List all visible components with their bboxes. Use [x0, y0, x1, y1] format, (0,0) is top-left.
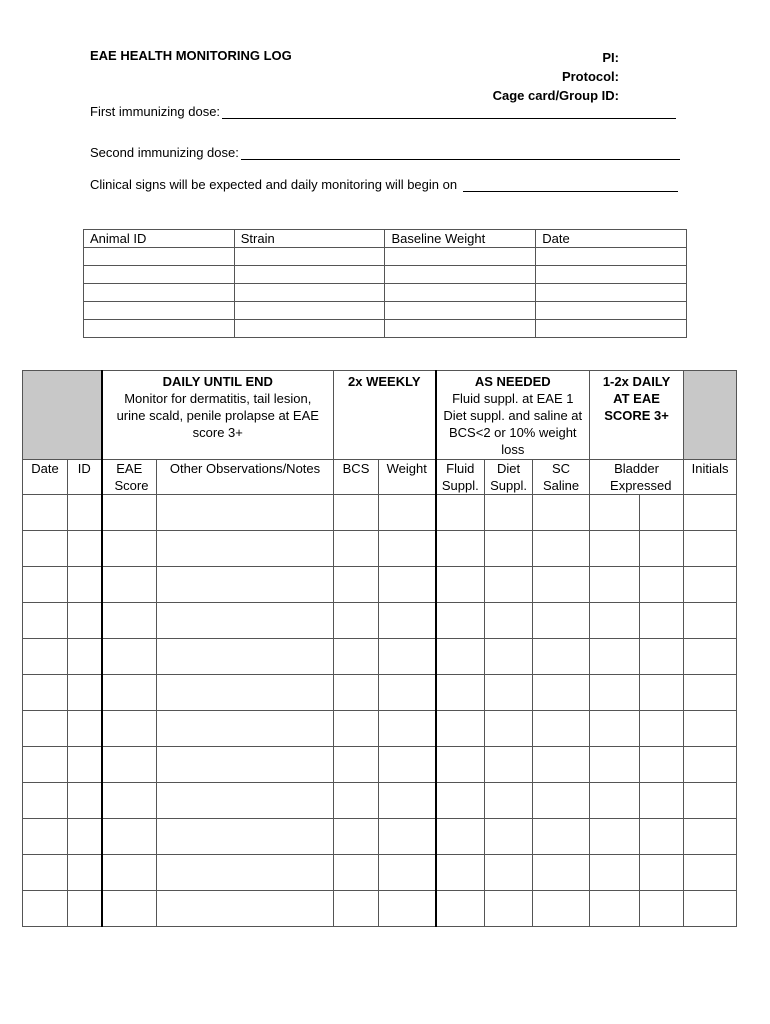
table-cell[interactable]: [379, 819, 436, 855]
animal-id-header: Animal ID: [84, 230, 235, 248]
table-cell[interactable]: [533, 567, 590, 603]
animal-table: [83, 229, 687, 338]
table-cell[interactable]: [102, 531, 157, 567]
table-cell[interactable]: [23, 891, 68, 927]
table-cell[interactable]: [533, 531, 590, 567]
table-cell[interactable]: [684, 531, 737, 567]
table-cell[interactable]: [234, 266, 385, 284]
table-row: [84, 320, 687, 338]
table-cell[interactable]: [234, 302, 385, 320]
table-cell[interactable]: [485, 639, 533, 675]
table-cell[interactable]: [23, 747, 68, 783]
table-cell[interactable]: [590, 603, 640, 639]
table-cell[interactable]: [157, 747, 334, 783]
table-cell[interactable]: [102, 603, 157, 639]
clinical-signs-field: [90, 177, 678, 192]
sc-saline-label: SC Saline: [542, 461, 580, 493]
table-cell[interactable]: [68, 531, 102, 567]
table-row: [23, 891, 737, 927]
table-cell[interactable]: [84, 320, 235, 338]
table-cell[interactable]: [640, 891, 684, 927]
table-cell[interactable]: [334, 711, 379, 747]
table-cell[interactable]: [68, 891, 102, 927]
table-cell[interactable]: [23, 711, 68, 747]
table-cell[interactable]: [23, 531, 68, 567]
table-cell[interactable]: [23, 819, 68, 855]
baseline-weight-header: Baseline Weight: [385, 230, 536, 248]
second-dose-label: Second immunizing dose:: [90, 145, 239, 160]
column-header-row: [23, 460, 737, 495]
eae3-group-header: [590, 371, 684, 460]
table-row: [23, 567, 737, 603]
table-cell[interactable]: [640, 675, 684, 711]
table-cell[interactable]: [157, 855, 334, 891]
table-cell[interactable]: [157, 711, 334, 747]
table-cell[interactable]: [684, 639, 737, 675]
table-cell[interactable]: [536, 266, 687, 284]
table-row: [23, 603, 737, 639]
table-cell[interactable]: [157, 819, 334, 855]
table-cell[interactable]: [68, 639, 102, 675]
table-cell[interactable]: [640, 603, 684, 639]
table-cell[interactable]: [334, 747, 379, 783]
table-cell[interactable]: [385, 320, 536, 338]
table-cell[interactable]: [102, 639, 157, 675]
table-cell[interactable]: [379, 639, 436, 675]
as-needed-group-text: Fluid suppl. at EAE 1 Diet suppl. and saline at BCS<2 or 10% weight loss: [443, 391, 583, 457]
table-cell[interactable]: [590, 711, 640, 747]
table-cell[interactable]: [157, 783, 334, 819]
table-row: [84, 266, 687, 284]
table-cell[interactable]: [68, 603, 102, 639]
table-row: [23, 639, 737, 675]
table-cell[interactable]: [590, 747, 640, 783]
table-cell[interactable]: [590, 567, 640, 603]
table-cell[interactable]: [485, 747, 533, 783]
page-title: EAE HEALTH MONITORING LOG: [90, 48, 292, 63]
table-cell[interactable]: [157, 603, 334, 639]
table-cell[interactable]: [590, 855, 640, 891]
table-cell[interactable]: [436, 639, 485, 675]
table-cell[interactable]: [436, 783, 485, 819]
table-cell[interactable]: [379, 783, 436, 819]
fluid-suppl-column-header: [436, 460, 485, 495]
eae-score-column-header: [102, 460, 157, 495]
table-cell[interactable]: [23, 783, 68, 819]
table-cell[interactable]: [84, 266, 235, 284]
table-cell[interactable]: [533, 819, 590, 855]
table-cell[interactable]: [102, 747, 157, 783]
weight-column-header: Weight: [379, 460, 436, 495]
table-cell[interactable]: [385, 248, 536, 266]
protocol-label: Protocol:: [561, 69, 619, 84]
table-cell[interactable]: [436, 711, 485, 747]
table-cell[interactable]: [485, 675, 533, 711]
second-dose-input-line[interactable]: [241, 145, 680, 160]
daily-log-body: [23, 495, 737, 927]
table-cell[interactable]: [436, 495, 485, 531]
as-needed-group-header: [436, 371, 590, 460]
gray-header-cell: [23, 371, 102, 460]
table-cell[interactable]: [385, 284, 536, 302]
table-cell[interactable]: [379, 891, 436, 927]
table-cell[interactable]: [157, 567, 334, 603]
table-row: [23, 819, 737, 855]
table-cell[interactable]: [385, 302, 536, 320]
table-cell[interactable]: [68, 747, 102, 783]
table-cell[interactable]: [334, 675, 379, 711]
table-row: [84, 248, 687, 266]
table-row: [23, 675, 737, 711]
table-cell[interactable]: [590, 675, 640, 711]
table-cell[interactable]: [485, 711, 533, 747]
cage-card-label: Cage card/Group ID:: [492, 88, 619, 103]
table-cell[interactable]: [385, 266, 536, 284]
table-cell[interactable]: [234, 248, 385, 266]
table-cell[interactable]: [102, 711, 157, 747]
table-cell[interactable]: [436, 531, 485, 567]
id-column-header: ID: [68, 460, 102, 495]
table-cell[interactable]: [23, 855, 68, 891]
table-cell[interactable]: [68, 819, 102, 855]
table-cell[interactable]: [84, 248, 235, 266]
table-cell[interactable]: [334, 891, 379, 927]
table-cell[interactable]: [84, 302, 235, 320]
table-cell[interactable]: [23, 639, 68, 675]
table-cell[interactable]: [84, 284, 235, 302]
table-cell[interactable]: [68, 783, 102, 819]
table-cell[interactable]: [334, 531, 379, 567]
table-cell[interactable]: [536, 248, 687, 266]
table-cell[interactable]: [379, 747, 436, 783]
table-cell[interactable]: [334, 639, 379, 675]
weekly-group-header: [334, 371, 436, 460]
table-cell[interactable]: [485, 531, 533, 567]
table-cell[interactable]: [533, 891, 590, 927]
table-cell[interactable]: [334, 603, 379, 639]
table-cell[interactable]: [485, 855, 533, 891]
table-cell[interactable]: [68, 711, 102, 747]
table-row: [23, 747, 737, 783]
table-cell[interactable]: [640, 747, 684, 783]
table-cell[interactable]: [23, 603, 68, 639]
table-cell[interactable]: [157, 639, 334, 675]
date-header: Date: [536, 230, 687, 248]
table-cell[interactable]: [436, 747, 485, 783]
table-row: [84, 302, 687, 320]
table-cell[interactable]: [68, 567, 102, 603]
table-cell[interactable]: [379, 603, 436, 639]
table-cell[interactable]: [102, 783, 157, 819]
daily-group-header: [102, 371, 334, 460]
table-cell[interactable]: [684, 711, 737, 747]
daily-group-title: DAILY UNTIL END: [162, 374, 273, 389]
other-observations-column-header: Other Observations/Notes: [157, 460, 334, 495]
table-cell[interactable]: [684, 495, 737, 531]
table-cell[interactable]: [102, 855, 157, 891]
table-cell[interactable]: [485, 567, 533, 603]
table-cell[interactable]: [533, 855, 590, 891]
diet-suppl-column-header: [485, 460, 533, 495]
daily-group-text: Monitor for dermatitis, tail lesion, urine scald, penile prolapse at EAE score 3+: [116, 391, 319, 440]
table-cell[interactable]: [334, 495, 379, 531]
table-cell[interactable]: [23, 495, 68, 531]
table-cell[interactable]: [436, 567, 485, 603]
table-cell[interactable]: [640, 639, 684, 675]
table-cell[interactable]: [379, 567, 436, 603]
table-cell[interactable]: [590, 891, 640, 927]
table-cell[interactable]: [590, 819, 640, 855]
table-cell[interactable]: [485, 891, 533, 927]
table-cell[interactable]: [684, 567, 737, 603]
table-cell[interactable]: [640, 855, 684, 891]
clinical-signs-input-line[interactable]: [463, 177, 678, 192]
animal-table-header-row: [84, 230, 687, 248]
header-info-block: [493, 48, 619, 105]
table-cell[interactable]: [23, 567, 68, 603]
second-dose-field: [90, 145, 680, 160]
table-cell[interactable]: [533, 495, 590, 531]
table-cell[interactable]: [102, 495, 157, 531]
table-cell[interactable]: [533, 639, 590, 675]
table-cell[interactable]: [533, 747, 590, 783]
table-cell[interactable]: [684, 603, 737, 639]
eae3-group-title: 1-2x DAILY AT EAE SCORE 3+: [602, 374, 671, 423]
table-cell[interactable]: [485, 819, 533, 855]
table-cell[interactable]: [640, 711, 684, 747]
table-row: [23, 783, 737, 819]
table-cell[interactable]: [157, 891, 334, 927]
table-cell[interactable]: [684, 783, 737, 819]
table-cell[interactable]: [640, 567, 684, 603]
table-cell[interactable]: [684, 855, 737, 891]
table-row: [23, 855, 737, 891]
first-dose-field: [90, 104, 676, 119]
table-cell[interactable]: [640, 495, 684, 531]
table-cell[interactable]: [684, 891, 737, 927]
table-cell[interactable]: [533, 603, 590, 639]
weekly-group-title: 2x WEEKLY: [348, 374, 421, 389]
date-column-header: Date: [23, 460, 68, 495]
table-cell[interactable]: [157, 531, 334, 567]
bladder-expressed-label: Bladder Expressed: [610, 461, 672, 493]
table-cell[interactable]: [102, 675, 157, 711]
fluid-suppl-label: Fluid Suppl.: [441, 461, 479, 493]
table-cell[interactable]: [379, 711, 436, 747]
eae-score-label: EAE Score: [114, 461, 149, 493]
table-cell[interactable]: [536, 320, 687, 338]
table-cell[interactable]: [157, 675, 334, 711]
table-cell[interactable]: [640, 819, 684, 855]
table-cell[interactable]: [590, 495, 640, 531]
table-cell[interactable]: [234, 284, 385, 302]
table-cell[interactable]: [379, 531, 436, 567]
table-cell[interactable]: [334, 783, 379, 819]
table-cell[interactable]: [640, 783, 684, 819]
table-cell[interactable]: [485, 783, 533, 819]
bcs-column-header: BCS: [334, 460, 379, 495]
gray-header-cell: [684, 371, 737, 460]
table-cell[interactable]: [379, 495, 436, 531]
first-dose-input-line[interactable]: [222, 104, 676, 119]
table-row: [23, 495, 737, 531]
table-cell[interactable]: [68, 495, 102, 531]
table-cell[interactable]: [23, 675, 68, 711]
bladder-expressed-column-header: [590, 460, 684, 495]
table-cell[interactable]: [102, 567, 157, 603]
table-cell[interactable]: [485, 603, 533, 639]
table-cell[interactable]: [334, 819, 379, 855]
table-row: [84, 284, 687, 302]
sc-saline-column-header: [533, 460, 590, 495]
table-cell[interactable]: [68, 675, 102, 711]
table-cell[interactable]: [334, 567, 379, 603]
table-cell[interactable]: [485, 495, 533, 531]
daily-log-table: [22, 370, 737, 927]
table-cell[interactable]: [379, 855, 436, 891]
table-cell[interactable]: [157, 495, 334, 531]
table-cell[interactable]: [436, 603, 485, 639]
table-cell[interactable]: [436, 675, 485, 711]
first-dose-label: First immunizing dose:: [90, 104, 221, 119]
clinical-signs-label: Clinical signs will be expected and daily monitoring will begin on: [90, 177, 458, 192]
table-cell[interactable]: [640, 531, 684, 567]
table-cell[interactable]: [536, 284, 687, 302]
table-cell[interactable]: [533, 711, 590, 747]
diet-suppl-label: Diet Suppl.: [490, 461, 527, 493]
table-cell[interactable]: [234, 320, 385, 338]
table-cell[interactable]: [684, 747, 737, 783]
table-cell[interactable]: [590, 783, 640, 819]
table-cell[interactable]: [379, 675, 436, 711]
table-cell[interactable]: [102, 891, 157, 927]
table-row: [23, 711, 737, 747]
table-cell[interactable]: [533, 675, 590, 711]
table-cell[interactable]: [334, 855, 379, 891]
table-cell[interactable]: [590, 639, 640, 675]
table-cell[interactable]: [436, 891, 485, 927]
table-cell[interactable]: [590, 531, 640, 567]
table-cell[interactable]: [68, 855, 102, 891]
pi-label: PI:: [602, 50, 619, 65]
as-needed-group-title: AS NEEDED: [474, 374, 551, 389]
table-cell[interactable]: [436, 855, 485, 891]
table-cell[interactable]: [684, 675, 737, 711]
table-cell[interactable]: [102, 819, 157, 855]
table-cell[interactable]: [684, 819, 737, 855]
table-cell[interactable]: [436, 819, 485, 855]
table-row: [23, 531, 737, 567]
initials-column-header: Initials: [684, 460, 737, 495]
group-header-row: [23, 371, 737, 460]
table-cell[interactable]: [533, 783, 590, 819]
strain-header: Strain: [234, 230, 385, 248]
table-cell[interactable]: [536, 302, 687, 320]
